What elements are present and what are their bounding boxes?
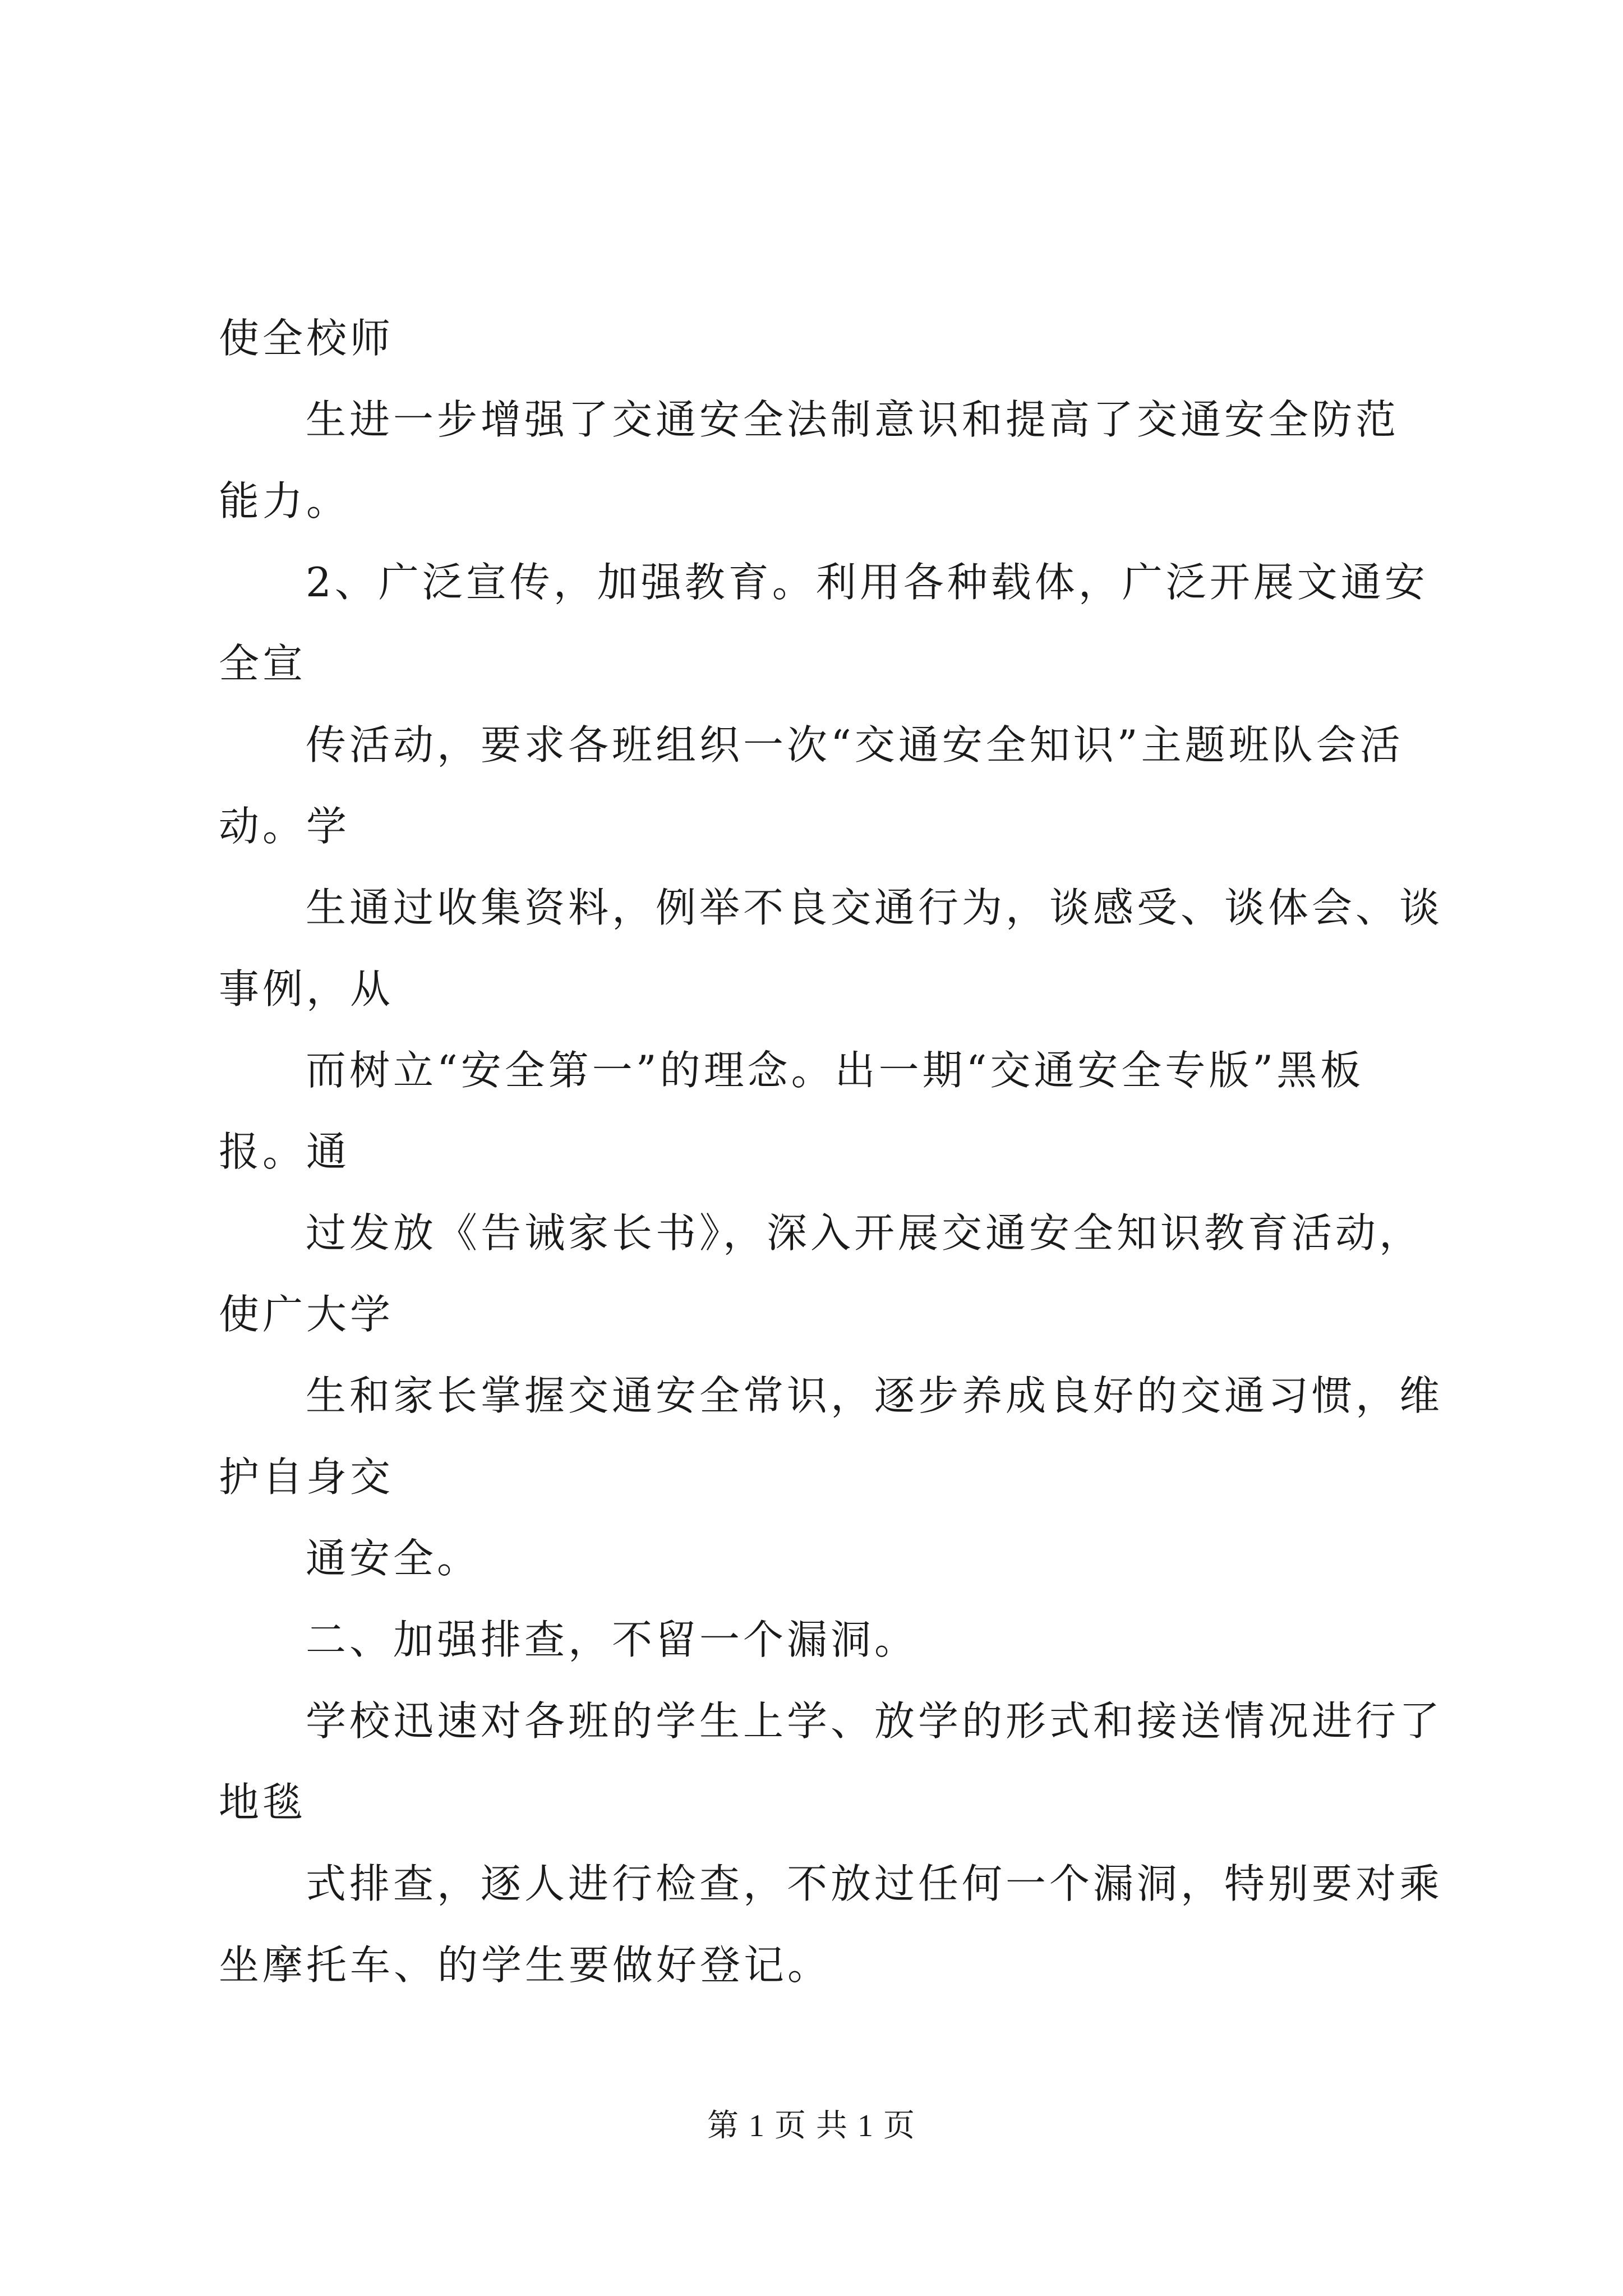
text-line: 地毯: [219, 1779, 307, 1826]
text-line: 动。学: [219, 803, 351, 850]
text-line: 生通过收集资料，例举不良交通行为，谈感受、谈体会、谈: [306, 884, 1444, 931]
text-line: 而树立“安全第一”的理念。出一期“交通安全专版”黑板: [306, 1047, 1364, 1094]
text-line: 使全校师: [219, 315, 394, 362]
text-line: 通安全。: [306, 1535, 481, 1582]
text-line: 2、广泛宣传，加强教育。利用各种载体，广泛开展文通安: [306, 559, 1428, 606]
text-line: 能力。: [219, 477, 351, 524]
text-line: 事例，从: [219, 965, 394, 1013]
section-heading: 二、加强排查，不留一个漏洞。: [306, 1616, 919, 1663]
text-line: 使广大学: [219, 1291, 394, 1338]
text-line: 过发放《告诫家长书》，深入开展交通安全知识教育活动，: [306, 1209, 1423, 1257]
text-line: 报。通: [219, 1128, 351, 1175]
page-number-footer: 第 1 页 共 1 页: [707, 2109, 916, 2143]
text-line: 生和家长掌握交通安全常识，逐步养成良好的交通习惯，维: [306, 1372, 1444, 1419]
text-line: 学校迅速对各班的学生上学、放学的形式和接送情况进行了: [306, 1697, 1444, 1745]
text-line: 生进一步增强了交通安全法制意识和提高了交通安全防范: [306, 396, 1400, 443]
text-line: 式排查，逐人进行检查，不放过任何一个漏洞，特别要对乘: [306, 1860, 1444, 1907]
text-line: 传活动，要求各班组织一次“交通安全知识”主题班队会活: [306, 721, 1404, 769]
text-line: 坐摩托车、的学生要做好登记。: [219, 1941, 832, 1989]
text-line: 全宣: [219, 640, 307, 687]
text-line: 护自身交: [219, 1453, 394, 1501]
